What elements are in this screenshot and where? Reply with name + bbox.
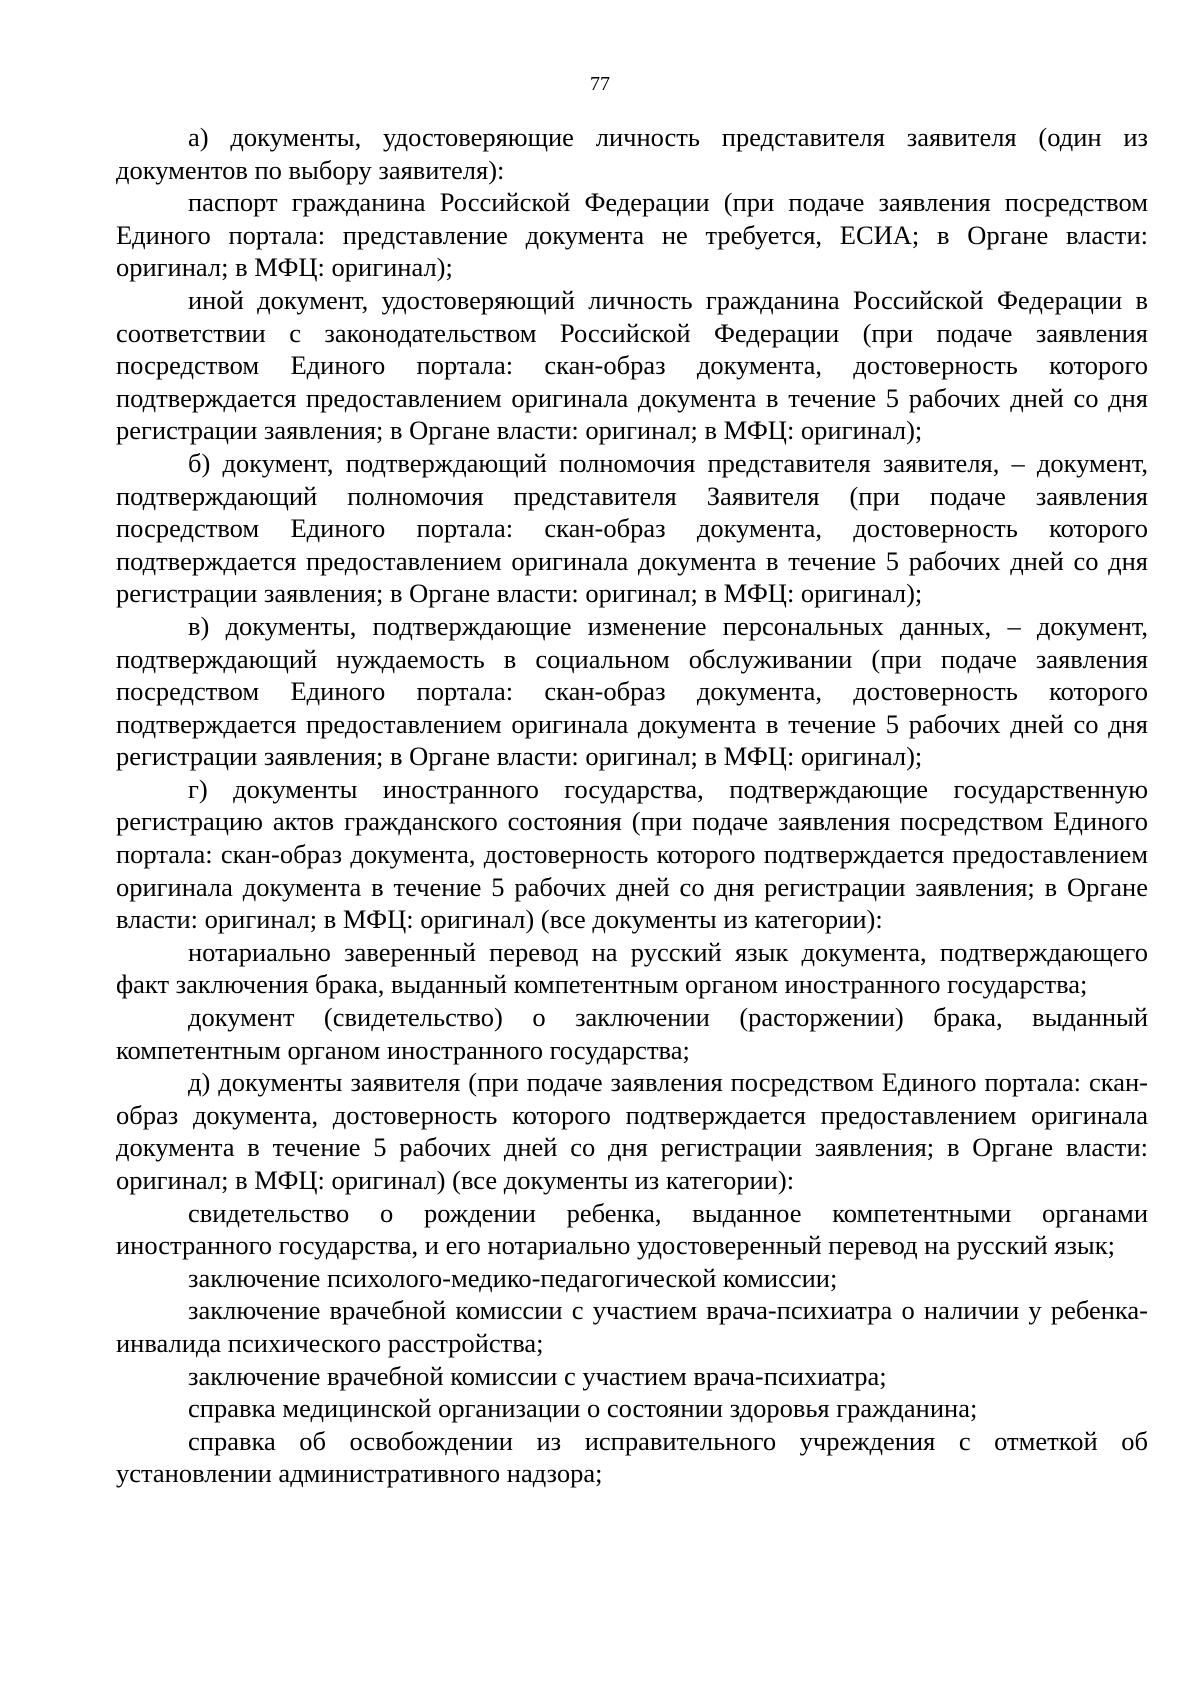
paragraph-release-certificate: справка об освобождении из исправительного учреждения с отметкой об установлении административного надзора; <box>116 1425 1148 1489</box>
paragraph-notarized-translation: нотариально заверенный перевод на русский язык документа, подтверждающего факт заключения брака, выданный компетентным органом иностранного государства; <box>116 936 1148 1000</box>
paragraph-g-foreign-state-documents: г) документы иностранного государства, подтверждающие государственную регистрацию актов гражданского состояния (при подаче заявления посредством Единого портала: скан-образ документа, достоверность которого подтверждается предоставлением оригинала документа в течение 5 рабочих дней со дня регистрации заявления; в Органе власти: оригинал; в МФЦ: оригинал) (все документы из категории): <box>116 773 1148 935</box>
paragraph-medical-commission: заключение врачебной комиссии с участием врача-психиатра; <box>188 1360 887 1391</box>
paragraph-birth-certificate: свидетельство о рождении ребенка, выданное компетентными органами иностранного государства, и его нотариально удостоверенный перевод на русский язык; <box>116 1197 1148 1261</box>
paragraph-health-certificate: справка медицинской организации о состоянии здоровья гражданина; <box>188 1393 978 1424</box>
paragraph-medical-commission-disability: заключение врачебной комиссии с участием врача-психиатра о наличии у ребенка-инвалида психического расстройства; <box>116 1295 1148 1358</box>
paragraph-other-identity-document: иной документ, удостоверяющий личность гражданина Российской Федерации в соответствии с законодательством Российской Федерации (при подаче заявления посредством Единого портала: скан-образ документа, достоверность которого подтверждается предоставлением оригинала документа в течение 5 рабочих дней со дня регистрации заявления; в Органе власти: оригинал; в МФЦ: оригинал); <box>116 284 1148 446</box>
paragraph-a-identity-documents: а) документы, удостоверяющие личность представителя заявителя (один из документов по выбору заявителя): <box>116 122 1148 185</box>
paragraph-marriage-certificate: документ (свидетельство) о заключении (расторжении) брака, выданный компетентным органом иностранного государства; <box>116 1002 1148 1065</box>
paragraph-passport: паспорт гражданина Российской Федерации (при подаче заявления посредством Единого портала: представление документа не требуется, ЕСИА; в Органе власти: оригинал; в МФЦ: оригинал); <box>116 187 1148 283</box>
paragraph-b-authority-document: б) документ, подтверждающий полномочия представителя заявителя, – документ, подтверждающий полномочия представителя Заявителя (при подаче заявления посредством Единого портала: скан-образ документа, достоверность которого подтверждается предоставлением оригинала документа в течение 5 рабочих дней со дня регистрации заявления; в Органе власти: оригинал; в МФЦ: оригинал); <box>116 447 1148 609</box>
document-body <box>116 121 1148 1490</box>
paragraph-d-applicant-documents: д) документы заявителя (при подаче заявления посредством Единого портала: скан-образ документа, достоверность которого подтверждается предоставлением оригинала документа в течение 5 рабочих дней со дня регистрации заявления; в Органе власти: оригинал; в МФЦ: оригинал) (все документы из категории): <box>116 1067 1148 1195</box>
paragraph-v-personal-data-change: в) документы, подтверждающие изменение персональных данных, – документ, подтверждающий нуждаемость в социальном обслуживании (при подаче заявления посредством Единого портала: скан-образ документа, достоверность которого подтверждается предоставлением оригинала документа в течение 5 рабочих дней со дня регистрации заявления; в Органе власти: оригинал; в МФЦ: оригинал); <box>116 610 1148 772</box>
paragraph-pmpk-conclusion: заключение психолого-медико-педагогической комиссии; <box>188 1262 838 1293</box>
page-number: 77 <box>590 73 610 95</box>
